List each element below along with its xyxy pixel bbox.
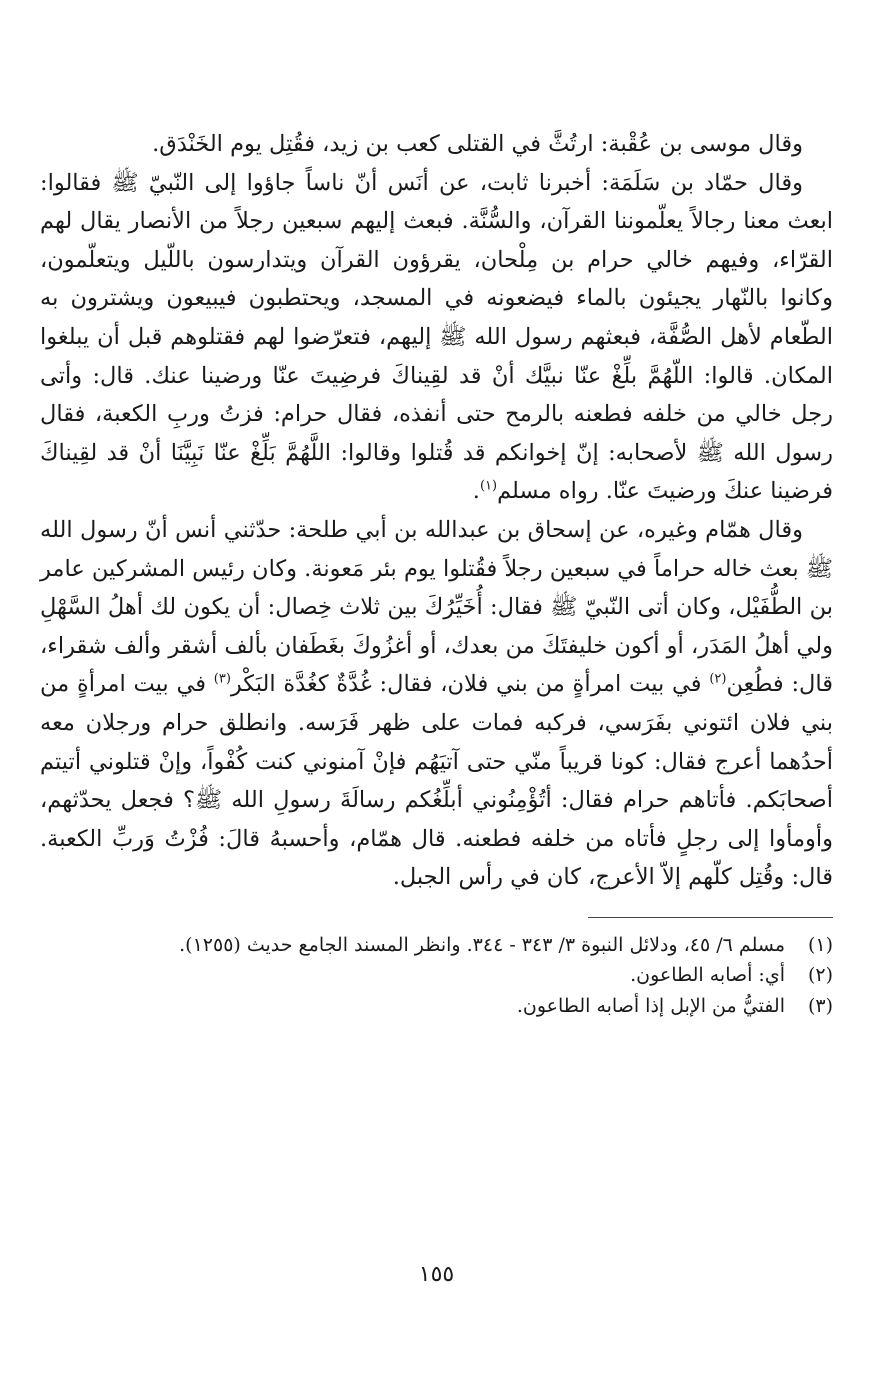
footnote-number: (٣) [807,994,833,1017]
footnote-text: الفتيُّ من الإبل إذا أصابه الطاعون. [516,994,785,1017]
paragraph-3-text: وقال همّام وغيره، عن إسحاق بن عبدالله بن أبي طلحة: حدّثني أنس أنّ رسول الله ﷺ بعث خاله حراماً في سبعين رجلاً فقُتلوا يوم بئر مَعونة. وكان رئيس المشركين عامر بن الطُّفَيْل، وكان أتى النّبيّ ﷺ فقال: أُخَيِّرُكَ بين ثلاث خِصال: أن يكون لك أهلُ السَّهْلِ ولي أهلُ المَدَر، أو أكون خليفتَكَ من بعدك، أو أغزُوكَ بغَطَفان بألف أشقر وألف شقراء، قال: فطُعِن [40,516,833,698]
main-text [40,125,833,897]
footnote-3 [40,991,833,1022]
footnote-ref-3: (٣) [213,671,231,687]
paragraph-1 [40,125,833,164]
footnote-text: مسلم ٦/ ٤٥، ودلائل النبوة ٣/ ٣٤٣ - ٣٤٤. وانظر المسند الجامع حديث (١٢٥٥). [179,933,785,956]
footnote-text: أي: أصابه الطاعون. [630,964,785,987]
footnote-1 [40,930,833,961]
footnote-divider [588,917,833,918]
paragraph-1-text: وقال موسى بن عُقْبة: ارتُثَّ في القتلى كعب بن زيد، فقُتِل يوم الخَنْدَق. [152,131,803,157]
footnote-2 [40,960,833,991]
paragraph-2-text: وقال حمّاد بن سَلَمَة: أخبرنا ثابت، عن أنَس أنّ ناساً جاؤوا إلى النّبيّ ﷺ فقالوا: ابعث معنا رجالاً يعلّموننا القرآن، والسُّنَّة. فبعث إليهم سبعين رجلاً من الأنصار يقال لهم القرّاء، وفيهم خالي حرام بن مِلْحان، يقرؤون القرآن ويتدارسون باللّيل ويتعلّمون، وكانوا بالنّهار يجيئون بالماء فيضعونه في المسجد، ويحتطبون فيبيعون ويشترون به الطّعام لأهل الصُّفَّة، فبعثهم رسول الله ﷺ إليهم، فتعرّضوا لهم فقتلوهم قبل أن يبلغوا المكان. قالوا: اللّهُمَّ بلِّغْ عنّا نبيَّك أنْ قد لقِيناكَ فرضِيتَ عنّا ورضينا عنك. قال: وأتى رجل خالي من خلفه فطعنه بالرمح حتى أنفذه، فقال حرام: فزتُ وربِ الكعبة، فقال رسول الله ﷺ لأصحابه: إنّ إخوانكم قد قُتلوا وقالوا: اللَّهُمَّ بَلِّغْ عنّا نَبِيَّنَا أنْ قد لقِيناكَ فرضينا عنكَ ورضيتَ عنّا. رواه مسلم [40,169,833,505]
footnote-ref-1: (١) [479,478,498,494]
paragraph-2-end: . [472,478,480,505]
footnotes [40,930,833,1022]
paragraph-3-text-2: في بيت امرأةٍ من بني فلان، فقال: غُدَّةٌ كغُدَّة البَكْر [230,671,710,698]
footnote-number: (١) [807,933,833,956]
paragraph-3-text-3: في بيت امرأةٍ من بني فلان ائتوني بفَرَسي، فركبه فمات على ظهر فَرَسه. وانطلق حرام ورجلان معه أحدُهما أعرج فقال: كونا قريباً منّي حتى آتيَهُم فإنْ آمنوني كنت كُفْواً، وإنْ قتلوني أتيتم أصحابَكم. فأتاهم حرام فقال: أتُؤْمِنُوني أبلِّغُكم رسالَةَ رسولِ الله ﷺ؟ فجعل يحدّثهم، وأومأوا إلى رجلٍ فأتاه من خلفه فطعنه. قال همّام، وأحسبهُ قالَ: فُزْتُ وَربِّ الكعبة. قال: وقُتِل كلّهم إلاّ الأعرج، كان في رأس الجبل. [40,671,833,891]
footnote-ref-2: (٢) [709,671,727,687]
paragraph-2 [40,164,833,511]
page-number: ١٥٥ [418,1262,455,1287]
footnote-number: (٢) [807,964,833,987]
paragraph-3 [40,511,833,897]
